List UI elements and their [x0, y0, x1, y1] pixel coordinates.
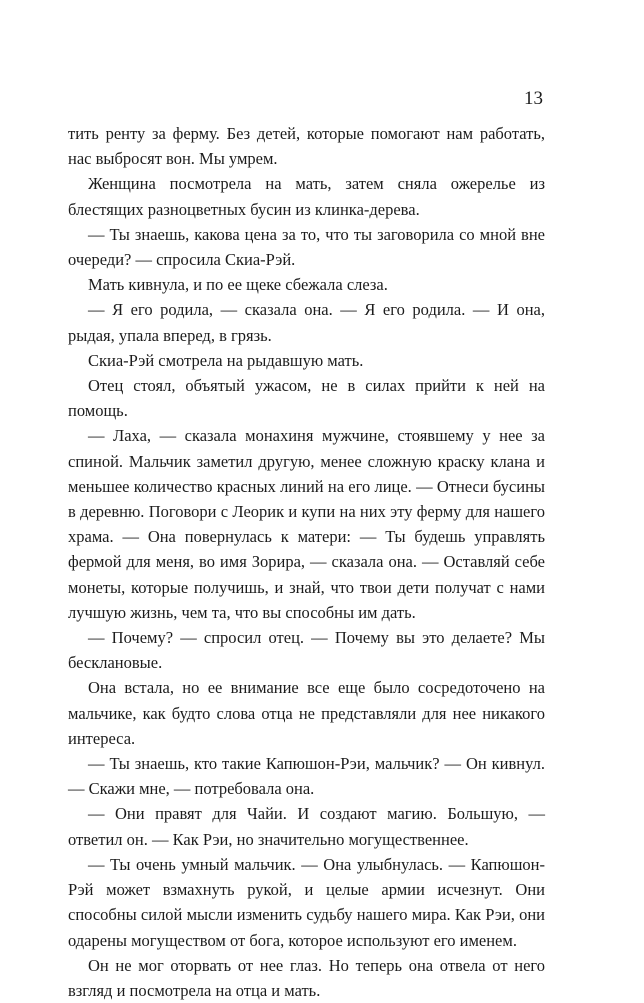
paragraph: Мать кивнула, и по ее щеке сбежала слеза.	[88, 275, 388, 295]
paragraph: — Лаха, — сказала монахиня мужчине, стоявшему у нее за спиной. Мальчик заметил другую, менее сложную краску клана и меньшее количество красных линий на его лице. — Отнеси бусины в деревню. Поговори с Леорик и купи на них эту ферму для нашего храма. — Она повернулась к матери: — Ты будешь управлять фермой для меня, во имя Зорира, — сказала она. — Оставляй себе монеты, которые получишь, и знай, что твои дети получат с нами лучшую жизнь, чем та, что вы способны им дать.	[68, 426, 545, 622]
paragraph: — Они правят для Чайи. И создают магию. Большую, — ответил он. — Как Рэи, но значительно могущественнее.	[68, 804, 545, 849]
paragraph: Женщина посмотрела на мать, затем сняла ожерелье из блестящих разноцветных бусин из клинка-дерева.	[68, 174, 545, 219]
paragraph: Она встала, но ее внимание все еще было сосредоточено на мальчике, как будто слова отца не представляли для нее никакого интереса.	[68, 678, 545, 748]
paragraph: Скиа-Рэй смотрела на рыдавшую мать.	[88, 350, 364, 370]
paragraph: — Ты очень умный мальчик. — Она улыбнулась. — Капюшон-Рэй может взмахнуть рукой, и целые армии исчезнут. Они способны силой мысли изменить судьбу нашего мира. Как Рэи, они одарены могуществом от бога, которое используют его именем.	[68, 854, 545, 950]
paragraph: Отец стоял, объятый ужасом, не в силах прийти к ней на помощь.	[68, 376, 545, 421]
body-text	[68, 121, 545, 1003]
paragraph: тить ренту за ферму. Без детей, которые помогают нам работать, нас выбросят вон. Мы умрем.	[68, 124, 545, 169]
page-number: 13	[524, 88, 543, 109]
paragraph: — Ты знаешь, какова цена за то, что ты заговорила со мной вне очереди? — спросила Скиа-Рэй.	[68, 224, 545, 270]
paragraph: — Я его родила, — сказала она. — Я его родила. — И она, рыдая, упала вперед, в грязь.	[68, 300, 545, 345]
paragraph: Он не мог оторвать от нее глаз. Но теперь она отвела от него взгляд и посмотрела на отца и мать.	[68, 955, 545, 1000]
paragraph: — Ты знаешь, кто такие Капюшон-Рэи, мальчик? — Он кивнул. — Скажи мне, — потребовала она.	[68, 754, 545, 799]
paragraph: — Почему? — спросил отец. — Почему вы это делаете? Мы бесклановые.	[68, 628, 545, 673]
